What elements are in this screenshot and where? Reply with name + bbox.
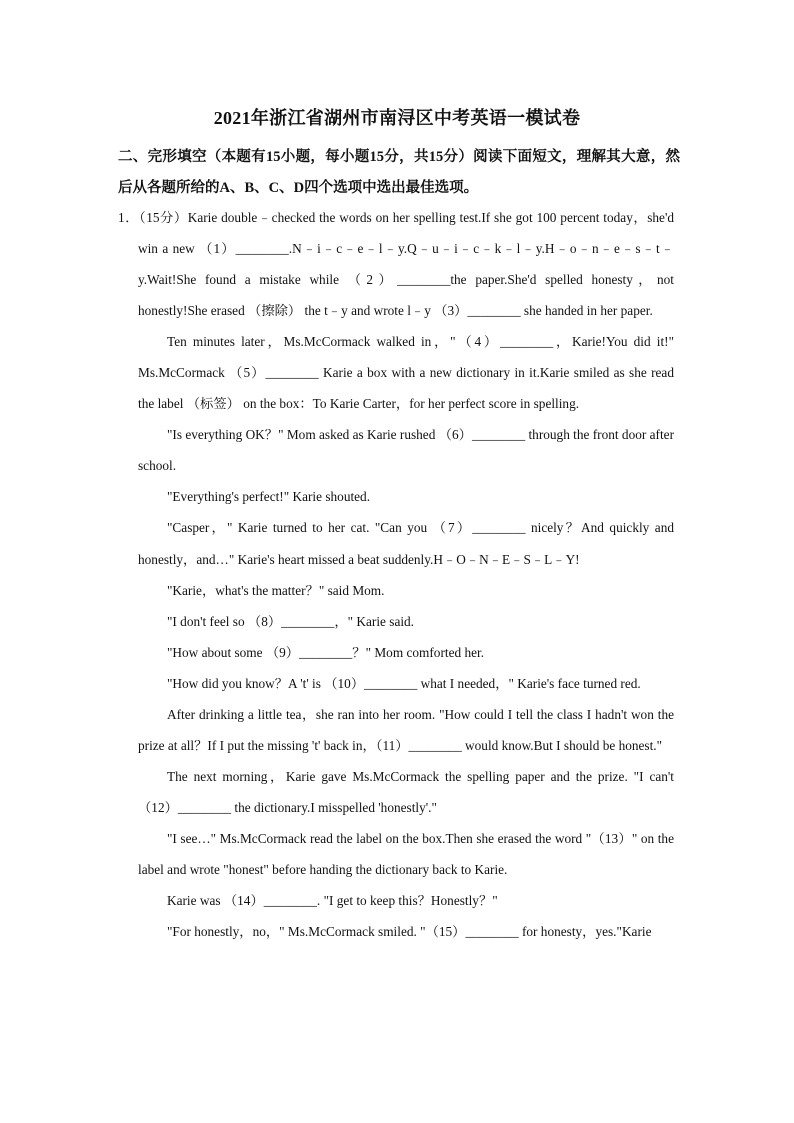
passage-paragraph: "I don't feel so （8）________，" Karie said. bbox=[167, 613, 415, 629]
passage-paragraph: "Everything's perfect!" Karie shouted. bbox=[167, 489, 371, 505]
passage-paragraph: "Karie，what's the matter？" said Mom. bbox=[167, 582, 385, 598]
passage-paragraph: "I see…" Ms.McCormack read the label on the box.Then she erased the word "（13）" on the label and wrote "honest" before handing the dictionary back to Karie. bbox=[138, 830, 674, 877]
passage-paragraph: "Is everything OK？" Mom asked as Karie rushed （6）________ through the front door after school. bbox=[138, 427, 674, 474]
passage-paragraph: Karie was （14）________. "I get to keep this？Honestly？" bbox=[167, 893, 498, 909]
section-heading: 二、完形填空（本题有15小题，每小题15分，共15分）阅读下面短文，理解其大意，然后从各题所给的A、B、C、D四个选项中选出最佳选项。 bbox=[118, 149, 680, 196]
passage-paragraph: "Casper，" Karie turned to her cat. "Can you （7）________ nicely？And quickly and honestly，and…" Karie's heart missed a beat suddenly.H﹣O﹣N﹣E﹣S﹣L﹣Y! bbox=[138, 520, 674, 567]
passage-paragraph: The next morning，Karie gave Ms.McCormack the spelling paper and the prize. "I can't （12）________ the dictionary.I misspelled 'honestly'." bbox=[138, 768, 674, 815]
passage-paragraph: "For honestly，no，" Ms.McCormack smiled. "（15）________ for honesty，yes."Karie bbox=[167, 924, 652, 940]
passage-paragraph: After drinking a little tea，she ran into her room. "How could I tell the class I hadn't won the prize at all？If I put the missing 't' back in，（11）________ would know.But I should be honest." bbox=[138, 706, 674, 753]
question-body bbox=[118, 202, 674, 947]
passage-paragraph: Ten minutes later，Ms.McCormack walked in，"（4）________，Karie!You did it!" Ms.McCormack （5）________ Karie a box with a new dictionary in it.Karie smiled as she read the label （标签） on the box：To Karie Carter，for her perfect score in spelling. bbox=[138, 334, 674, 412]
passage-paragraph: "How did you know？A 't' is （10）________ what I needed，" Karie's face turned red. bbox=[167, 675, 641, 691]
question-number: 1． bbox=[118, 210, 140, 225]
passage-paragraph: "How about some （9）________？" Mom comforted her. bbox=[167, 644, 485, 660]
paragraph-text: （15分）Karie double﹣checked the words on her spelling test.If she got 100 percent today，she'd win a new （1）________.N﹣i﹣c﹣e﹣l﹣y.Q﹣u﹣i﹣c﹣k﹣l﹣y.H﹣o﹣n﹣e﹣s﹣t﹣y.Wait!She found a mistake while （2）________the paper.She'd spelled honesty，not honestly!She erased （擦除） the t﹣y and wrote l﹣y （3）________ she handed in her paper. bbox=[138, 210, 674, 319]
page-title: 2021年浙江省湖州市南浔区中考英语一模试卷 bbox=[213, 108, 581, 128]
question-paragraph bbox=[118, 202, 674, 326]
